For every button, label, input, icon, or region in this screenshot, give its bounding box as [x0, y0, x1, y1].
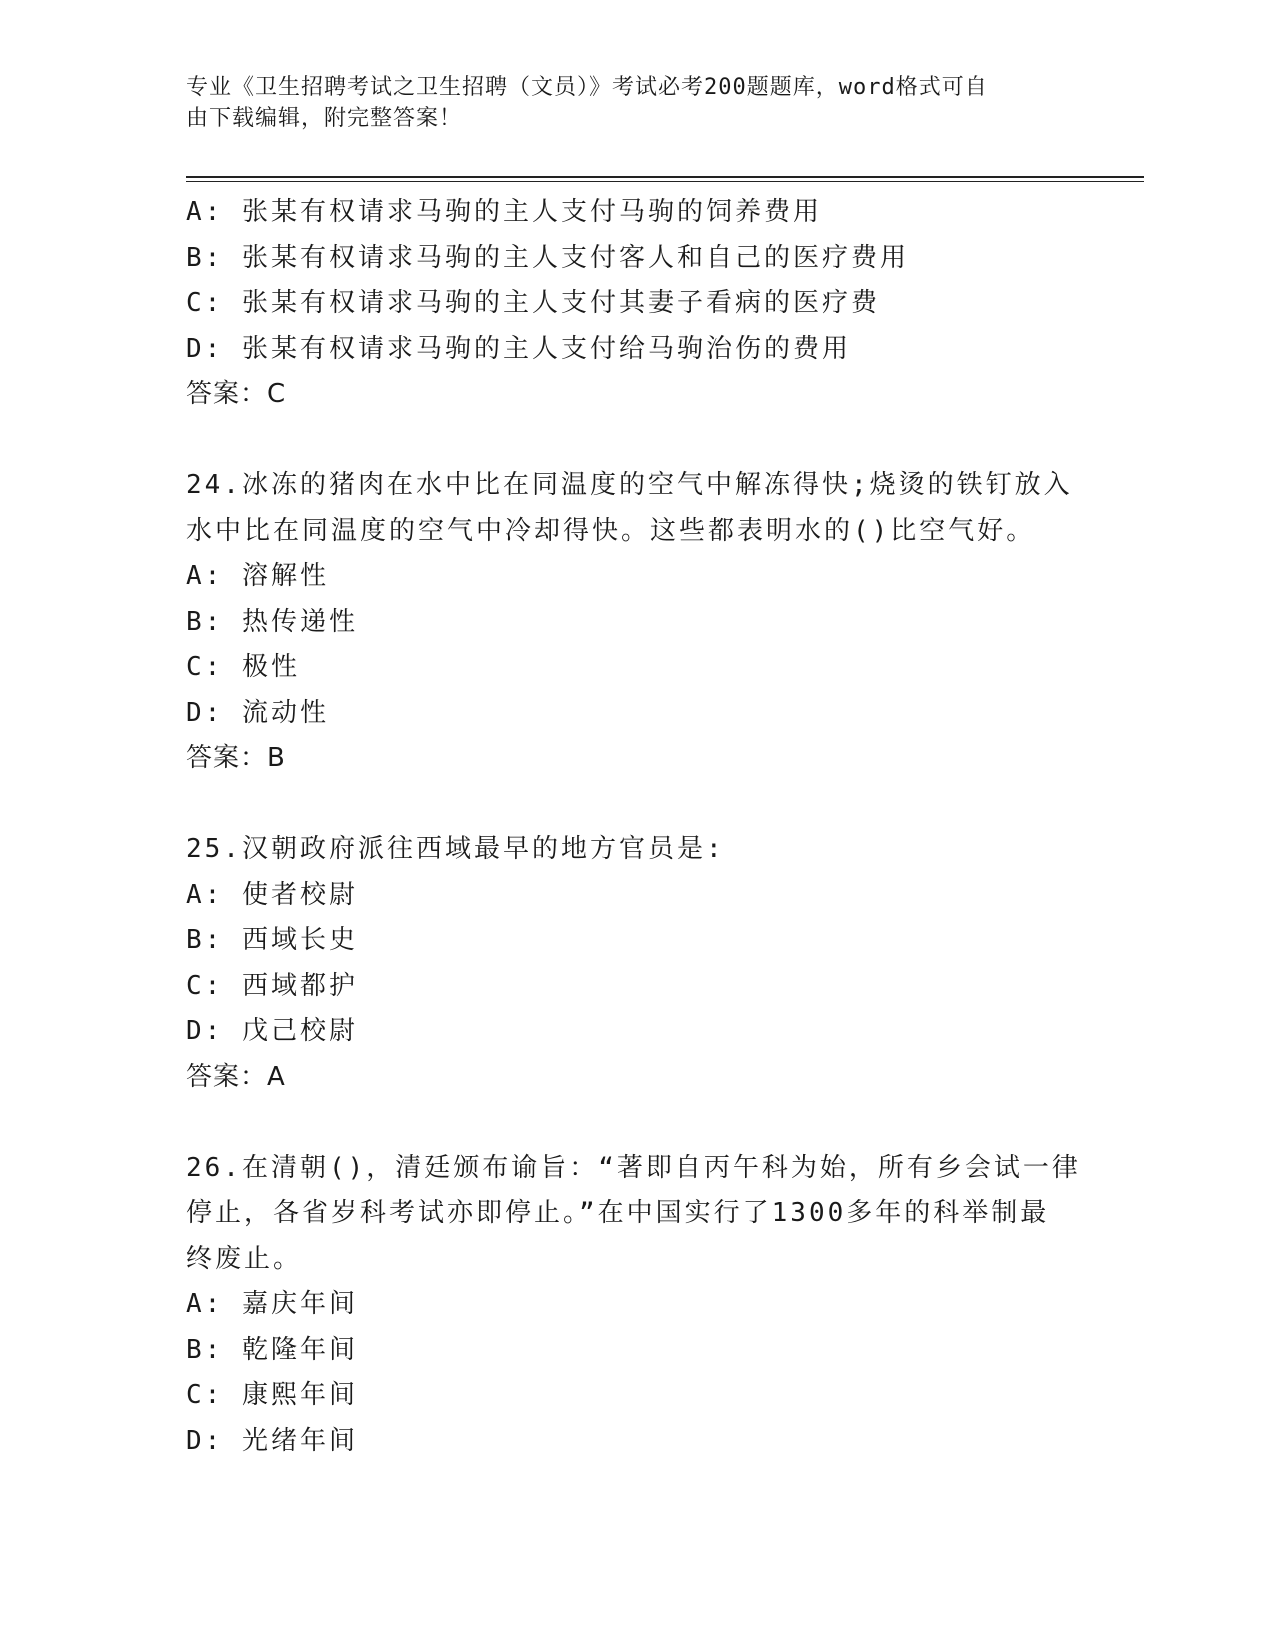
option-d: D: 张某有权请求马驹的主人支付给马驹治伤的费用: [186, 333, 851, 364]
option-b: B: 西域长史: [186, 925, 358, 955]
option-c: C: 张某有权请求马驹的主人支付其妻子看病的医疗费: [186, 288, 880, 318]
option-d: D: 戊己校尉: [186, 1016, 358, 1046]
question-text-line: 25.汉朝政府派往西域最早的地方官员是:: [186, 834, 725, 864]
answer: 答案：B: [186, 743, 286, 773]
header-line-2: 由下载编辑，附完整答案！: [186, 106, 463, 131]
question-text-line: 终废止。: [186, 1243, 303, 1274]
header-rule-thick: [186, 176, 1144, 178]
option-b: B: 乾隆年间: [186, 1334, 358, 1365]
header-line-1: 专业《卫生招聘考试之卫生招聘（文员）》考试必考200题题库，word格式可自: [186, 75, 988, 100]
question-25: [186, 827, 1086, 1100]
option-b: B: 张某有权请求马驹的主人支付客人和自己的医疗费用: [186, 242, 909, 273]
spacer: [186, 1100, 1086, 1146]
option-d: D: 流动性: [186, 697, 329, 728]
option-b: B: 热传递性: [186, 606, 358, 637]
option-a: A: 张某有权请求马驹的主人支付马驹的饲养费用: [186, 197, 822, 227]
option-a: A: 溶解性: [186, 561, 329, 591]
answer: 答案：A: [186, 1061, 286, 1092]
question-26: [186, 1146, 1086, 1465]
document-header: [186, 72, 1086, 134]
question-text-line: 水中比在同温度的空气中冷却得快。这些都表明水的()比空气好。: [186, 515, 1036, 546]
question-text-line: 停止，各省岁科考试亦即停止。”在中国实行了1300多年的科举制最: [186, 1198, 1050, 1228]
spacer: [186, 418, 1086, 464]
question-text-line: 24.冰冻的猪肉在水中比在同温度的空气中解冻得快;烧烫的铁钉放入: [186, 470, 1073, 500]
question-list: [186, 190, 1086, 1464]
option-a: A: 使者校尉: [186, 879, 358, 910]
spacer: [186, 782, 1086, 828]
option-a: A: 嘉庆年间: [186, 1289, 358, 1319]
option-c: C: 西域都护: [186, 970, 358, 1001]
question-text-line: 26.在清朝()，清廷颁布谕旨：“著即自丙午科为始，所有乡会试一律: [186, 1152, 1081, 1183]
option-d: D: 光绪年间: [186, 1425, 358, 1456]
option-c: C: 康熙年间: [186, 1380, 358, 1410]
question-24: [186, 463, 1086, 782]
option-c: C: 极性: [186, 652, 300, 682]
answer: 答案：C: [186, 379, 287, 409]
question-23-options: [186, 190, 1086, 418]
header-rule-thin: [186, 181, 1144, 182]
